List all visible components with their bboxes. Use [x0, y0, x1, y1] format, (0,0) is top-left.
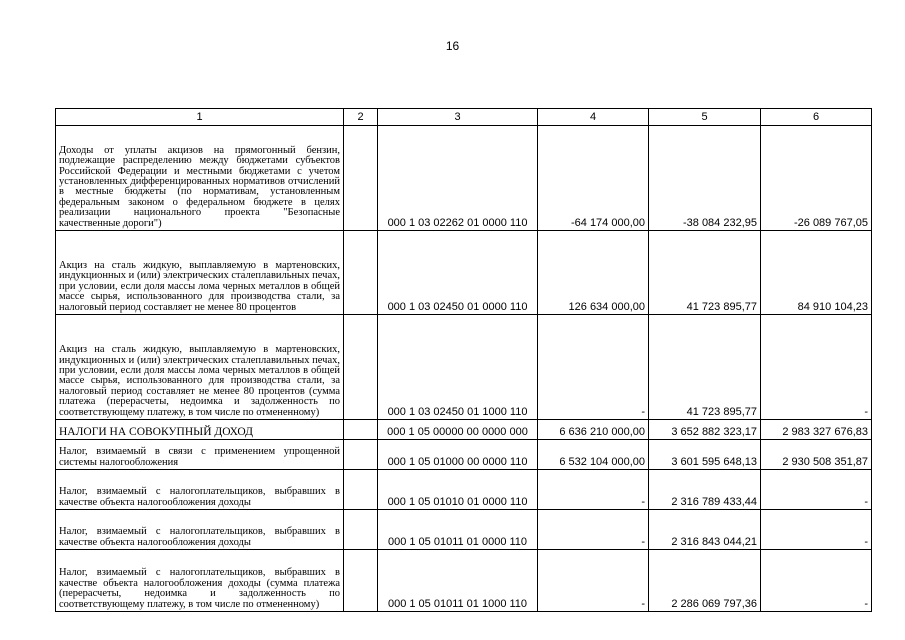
column-header-5: 5	[649, 109, 761, 126]
row-col6: -	[761, 470, 872, 510]
table-row	[56, 126, 872, 231]
column-header-6: 6	[761, 109, 872, 126]
table-row	[56, 470, 872, 510]
row-description: Акциз на сталь жидкую, выплавляемую в мартеновских, индукционных и (или) электрических сталеплавильных печах, при условии, если доля массы лома черных металлов в общей массе сырья, использованного для производства стали, за налоговый период составляет не менее 80 процентов	[56, 231, 344, 315]
row-code: 000 1 05 01011 01 0000 110	[378, 510, 538, 550]
row-code: 000 1 05 01010 01 0000 110	[378, 470, 538, 510]
row-col5: -38 084 232,95	[649, 126, 761, 231]
table-row	[56, 440, 872, 470]
row-col6: -	[761, 315, 872, 420]
row-code: 000 1 05 01000 00 0000 110	[378, 440, 538, 470]
table-row	[56, 231, 872, 315]
row-col6: -26 089 767,05	[761, 126, 872, 231]
row-code: 000 1 03 02450 01 0000 110	[378, 231, 538, 315]
row-col2	[344, 231, 378, 315]
column-header-3: 3	[378, 109, 538, 126]
table-header-row	[56, 109, 872, 126]
row-col6: 2 983 327 676,83	[761, 420, 872, 440]
revenue-table	[55, 108, 872, 612]
page-number: 16	[445, 39, 460, 53]
table-row	[56, 315, 872, 420]
row-col2	[344, 315, 378, 420]
row-col6: -	[761, 510, 872, 550]
row-code: 000 1 03 02262 01 0000 110	[378, 126, 538, 231]
row-col4: -	[538, 315, 649, 420]
row-col2	[344, 550, 378, 612]
row-col4: 6 532 104 000,00	[538, 440, 649, 470]
row-col6: -	[761, 550, 872, 612]
row-code: 000 1 05 01011 01 1000 110	[378, 550, 538, 612]
row-description: Налог, взимаемый с налогоплательщиков, выбравших в качестве объекта налогообложения доходы (сумма платежа (перерасчеты, недоимка и задолженность по соответствующему платежу, в том числе по отмененному)	[56, 550, 344, 612]
row-col5: 41 723 895,77	[649, 231, 761, 315]
row-description: Налог, взимаемый с налогоплательщиков, выбравших в качестве объекта налогообложения доходы	[56, 510, 344, 550]
table-row	[56, 510, 872, 550]
row-description: НАЛОГИ НА СОВОКУПНЫЙ ДОХОД	[56, 420, 344, 440]
row-col4: -	[538, 550, 649, 612]
row-col4: -	[538, 510, 649, 550]
row-description: Доходы от уплаты акцизов на прямогонный бензин, подлежащие распределению между бюджетами субъектов Российской Федерации и местными бюджетами с учетом установленных дифференцированных нормативов отчислений в местные бюджеты (по нормативам, установленным федеральным законом о федеральном бюджете в целях реализации национального проекта "Безопасные качественные дороги")	[56, 126, 344, 231]
row-col2	[344, 470, 378, 510]
row-col5: 41 723 895,77	[649, 315, 761, 420]
row-col6: 2 930 508 351,87	[761, 440, 872, 470]
row-col4: 6 636 210 000,00	[538, 420, 649, 440]
row-col4: -	[538, 470, 649, 510]
row-description: Акциз на сталь жидкую, выплавляемую в мартеновских, индукционных и (или) электрических сталеплавильных печах, при условии, если доля массы лома черных металлов в общей массе сырья, использованного для производства стали, за налоговый период составляет не менее 80 процентов (сумма платежа (перерасчеты, недоимка и задолженность по соответствующему платежу, в том числе по отмененному)	[56, 315, 344, 420]
column-header-4: 4	[538, 109, 649, 126]
table-row	[56, 550, 872, 612]
row-col5: 3 601 595 648,13	[649, 440, 761, 470]
row-col4: 126 634 000,00	[538, 231, 649, 315]
row-col6: 84 910 104,23	[761, 231, 872, 315]
row-col2	[344, 420, 378, 440]
column-header-2: 2	[344, 109, 378, 126]
row-col5: 2 316 843 044,21	[649, 510, 761, 550]
row-col2	[344, 126, 378, 231]
row-col5: 3 652 882 323,17	[649, 420, 761, 440]
row-code: 000 1 05 00000 00 0000 000	[378, 420, 538, 440]
row-col5: 2 316 789 433,44	[649, 470, 761, 510]
row-col2	[344, 440, 378, 470]
column-header-1: 1	[56, 109, 344, 126]
row-code: 000 1 03 02450 01 1000 110	[378, 315, 538, 420]
row-col2	[344, 510, 378, 550]
row-description: Налог, взимаемый в связи с применением упрощенной системы налогообложения	[56, 440, 344, 470]
row-col4: -64 174 000,00	[538, 126, 649, 231]
row-description: Налог, взимаемый с налогоплательщиков, выбравших в качестве объекта налогообложения доходы	[56, 470, 344, 510]
table-row	[56, 420, 872, 440]
row-col5: 2 286 069 797,36	[649, 550, 761, 612]
